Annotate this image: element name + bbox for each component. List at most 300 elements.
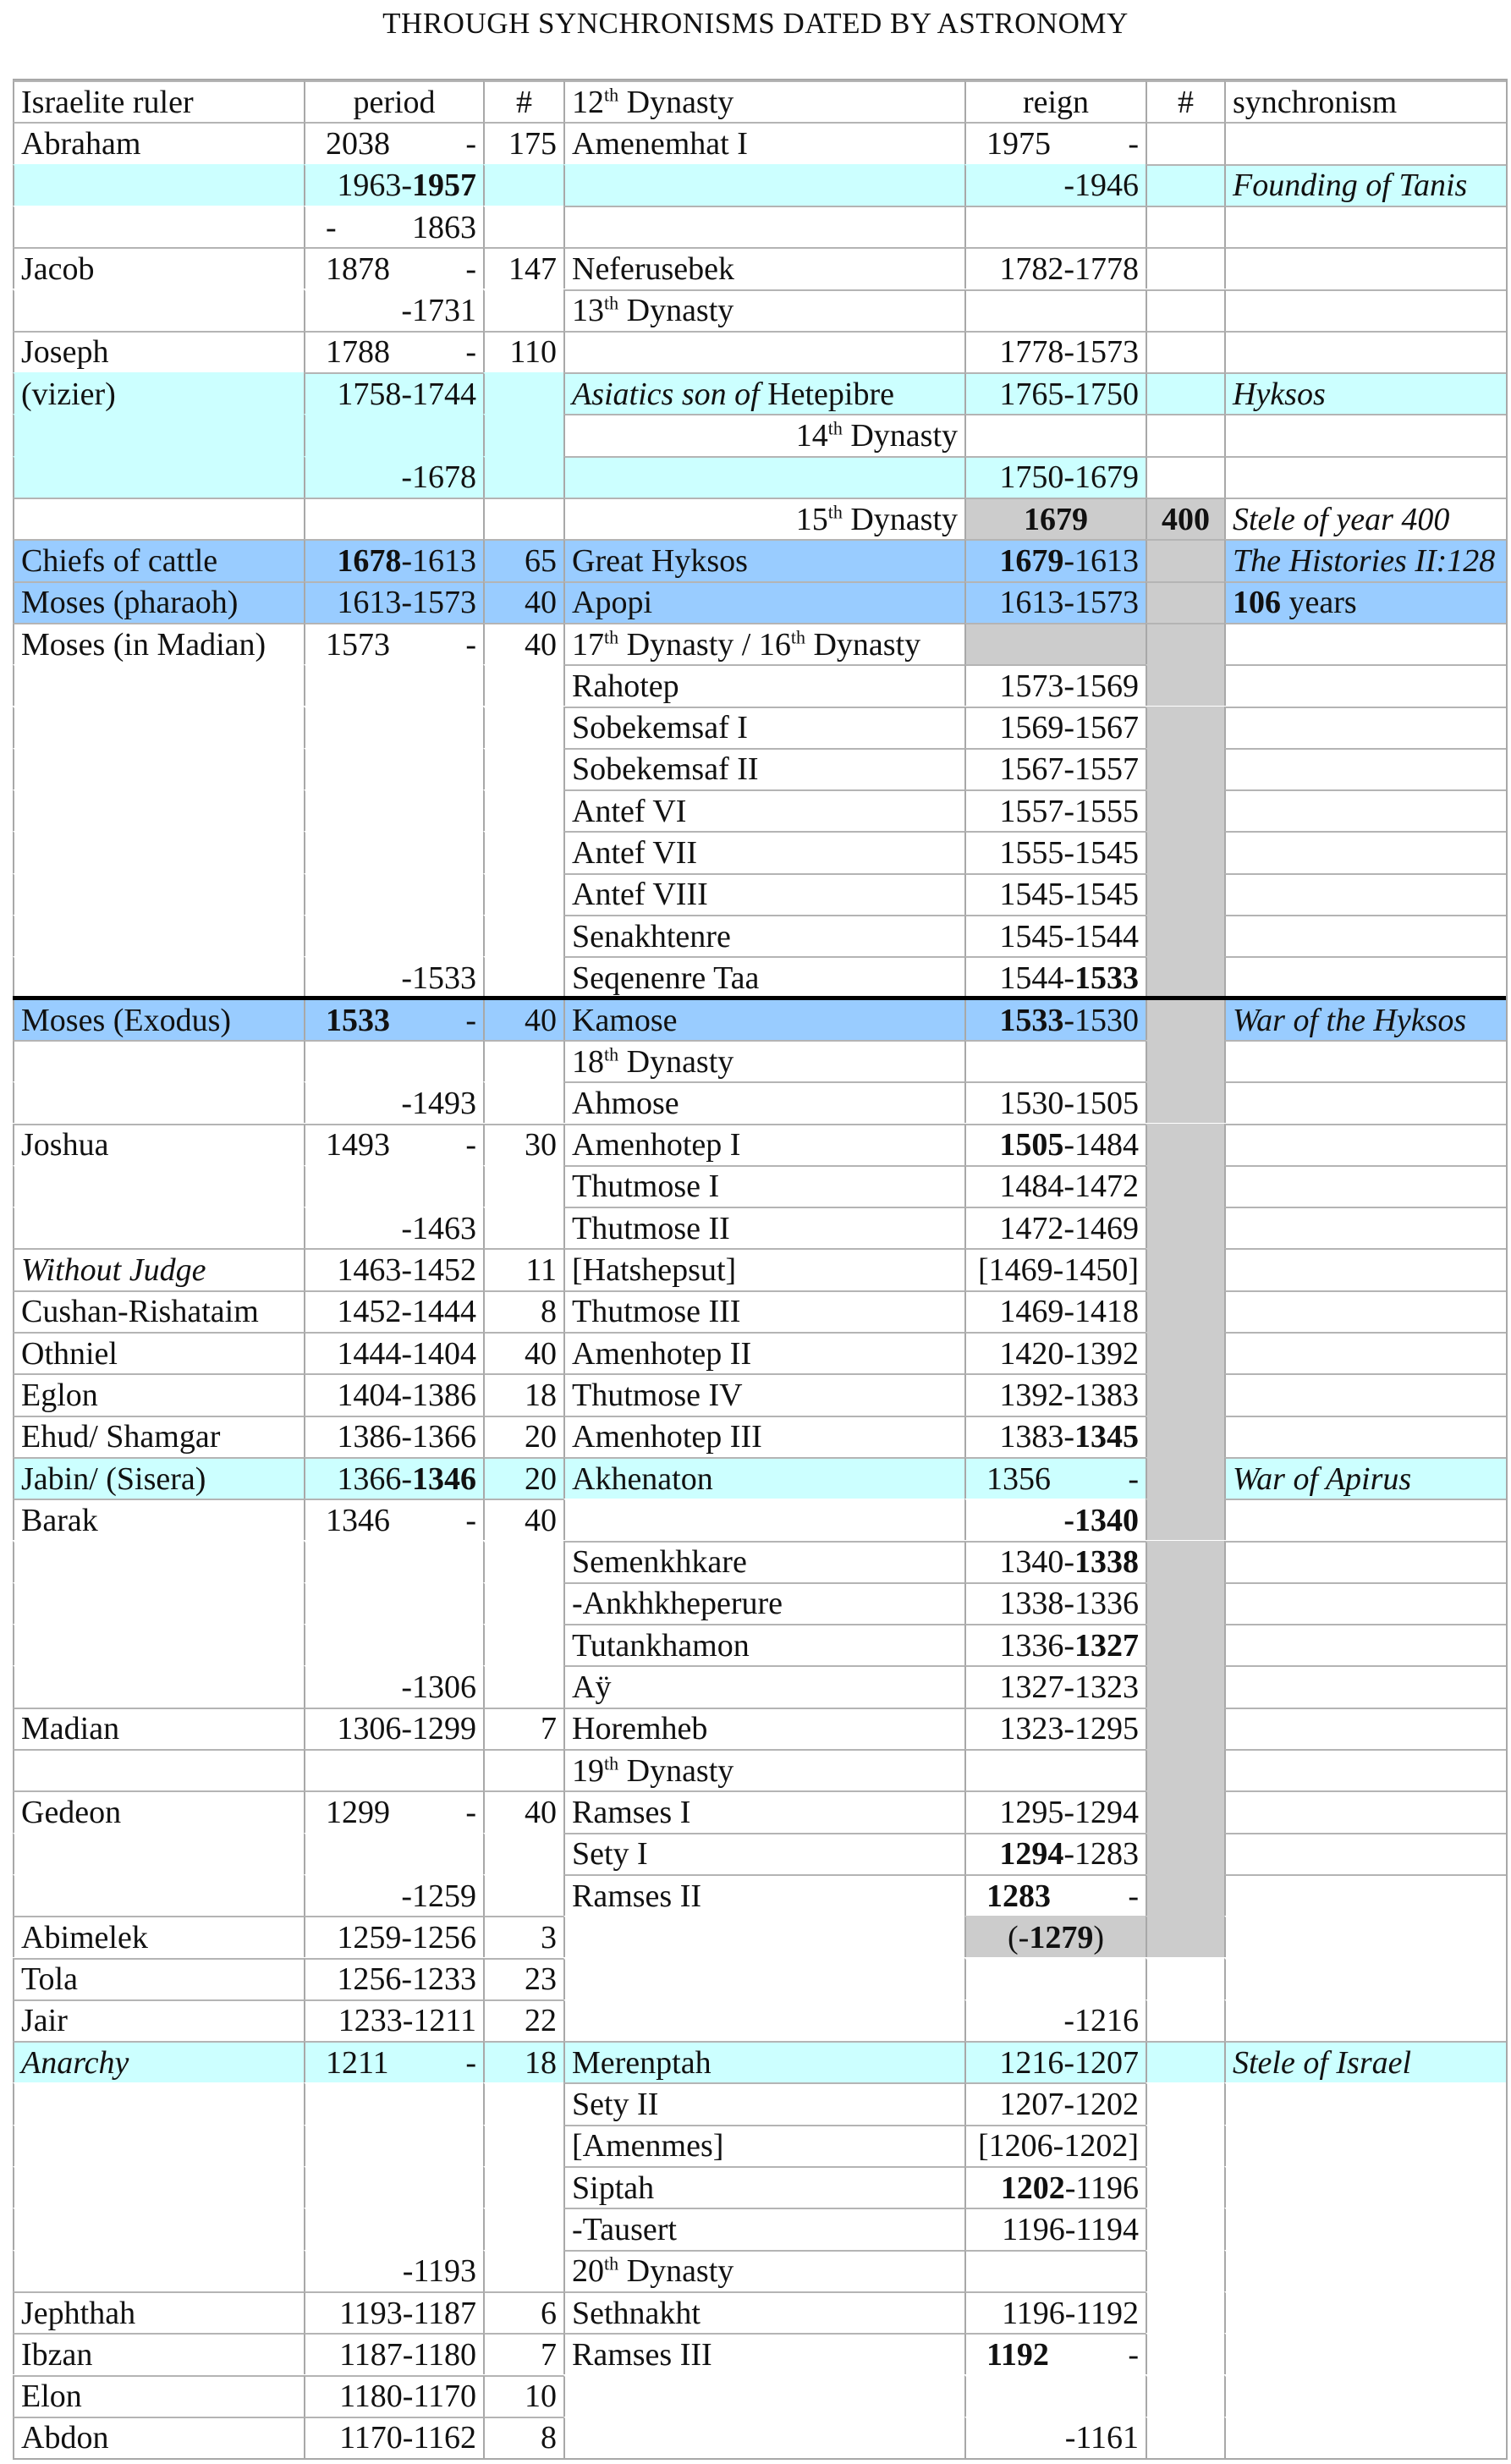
cell-period: [304, 2041, 483, 2082]
cell-period: [304, 1874, 483, 1916]
table-row: [13, 581, 1506, 623]
cell-reign: [964, 623, 1146, 664]
cell-dynasty-ruler: Amenhotep III: [563, 1416, 964, 1457]
cell-reign: 1216-1207: [964, 2041, 1146, 2082]
cell-content: [1023, 84, 1089, 121]
cell-ruler: Abdon: [13, 2417, 304, 2458]
cell-period: 1233-1211: [304, 1999, 483, 2041]
table-row: [13, 414, 1506, 455]
cell-text: Hyksos: [1233, 376, 1326, 412]
cell-synchronism: [1224, 1916, 1506, 1957]
cell-text: -1613: [1063, 542, 1139, 579]
cell-ruler: [13, 2082, 304, 2124]
table-row: [13, 1165, 1506, 1207]
cell-period: [304, 1541, 483, 1582]
cell-reign-years: [1146, 1916, 1224, 1957]
cell-years: [483, 2082, 563, 2124]
table-row: [13, 164, 1506, 206]
cell-years: [483, 1207, 563, 1248]
cell-ruler: [13, 498, 304, 539]
cell-ruler: [13, 1665, 304, 1707]
cell-years: [483, 2208, 563, 2249]
cell-reign: [964, 1916, 1146, 1957]
cell-dynasty-ruler: [Hatshepsut]: [563, 1248, 964, 1290]
cell-synchronism: [1224, 1958, 1506, 1999]
table-row: [13, 1708, 1506, 1749]
cell-reign-years: [1146, 1958, 1224, 1999]
cell-reign: [964, 1874, 1146, 1916]
cell-reign-years: [1146, 122, 1224, 163]
cell-text: War of Apirus: [1233, 1460, 1412, 1497]
cell-text: -1283: [1063, 1836, 1139, 1873]
cell-reign: [964, 2417, 1146, 2458]
cell-ruler: Jair: [13, 1999, 304, 2041]
cell-reign: [964, 1416, 1146, 1457]
cell-dynasty-ruler: Thutmose II: [563, 1207, 964, 1248]
cell-text: Dynasty: [618, 1752, 734, 1789]
cell-reign: 1778-1573: [964, 331, 1146, 372]
cell-reign: 1196-1192: [964, 2291, 1146, 2333]
cell-period: [304, 2125, 483, 2166]
table-row: [13, 789, 1506, 831]
cell-text: 1533: [1074, 960, 1139, 996]
cell-content: [337, 1460, 476, 1498]
cell-period: 1187-1180: [304, 2333, 483, 2374]
table-row: [13, 2291, 1506, 2333]
cell-ruler: [13, 1833, 304, 1874]
cell-reign: [964, 456, 1146, 498]
header-row: [13, 80, 1506, 122]
table-row: [13, 2250, 1506, 2291]
cell-years: 40: [483, 581, 563, 623]
cell-years: 8: [483, 1290, 563, 1332]
cell-reign-years: [1146, 1582, 1224, 1624]
cell-dynasty-ruler: [563, 1958, 964, 1999]
cell-years: 20: [483, 1416, 563, 1457]
cell-reign: 1545-1544: [964, 915, 1146, 956]
cell-period: [304, 206, 483, 247]
cell-content: [999, 1627, 1139, 1664]
cell-content: [21, 1251, 206, 1289]
cell-dynasty-ruler: Seqenenre Taa: [563, 956, 964, 998]
cell-reign-years: [1146, 1541, 1224, 1582]
cell-reign-years: [1146, 1665, 1224, 1707]
cell-years: [483, 831, 563, 872]
cell-reign-years: [1146, 2082, 1224, 2124]
cell-reign: [964, 1833, 1146, 1874]
cell-synchronism: [1224, 1248, 1506, 1290]
cell-text: 1533: [999, 1003, 1064, 1039]
header-years: [483, 80, 563, 122]
cell-ruler: Madian: [13, 1708, 304, 1749]
table-row: [13, 915, 1506, 956]
cell-content: [796, 417, 958, 454]
table-row: [13, 1290, 1506, 1332]
cell-period: [304, 707, 483, 748]
cell-reign-years: [1146, 1165, 1224, 1207]
cell-content: [1233, 501, 1449, 538]
cell-years: [483, 789, 563, 831]
cell-reign-years: [1146, 1999, 1224, 2041]
cell-reign: 1530-1505: [964, 1081, 1146, 1123]
cell-years: 20: [483, 1457, 563, 1499]
cell-text: -: [326, 209, 337, 245]
cell-text: 1679: [999, 542, 1064, 579]
cell-period: [304, 164, 483, 206]
cell-years: 23: [483, 1958, 563, 1999]
cell-years: 30: [483, 1124, 563, 1165]
cell-period: [304, 331, 483, 372]
cell-text: 1336-: [999, 1627, 1074, 1664]
cell-reign-years: [1146, 707, 1224, 748]
cell-text: -: [465, 2044, 476, 2081]
table-row: [13, 707, 1506, 748]
cell-text: Hetepibre: [767, 376, 894, 412]
cell-text: 1294: [999, 1836, 1064, 1873]
cell-content: [1233, 1460, 1411, 1498]
cell-synchronism: [1224, 1833, 1506, 1874]
table-row: [13, 1124, 1506, 1165]
cell-reign: [964, 1958, 1146, 1999]
cell-reign: 1484-1472: [964, 1165, 1146, 1207]
cell-dynasty-ruler: Sobekemsaf I: [563, 707, 964, 748]
table-row: [13, 956, 1506, 998]
cell-text: 1505: [999, 1127, 1064, 1163]
table-row: [13, 623, 1506, 664]
cell-reign: [964, 2250, 1146, 2291]
cell-reign-years: [1146, 748, 1224, 789]
cell-text: 1679: [1024, 501, 1088, 537]
cell-dynasty-ruler: Sobekemsaf II: [563, 748, 964, 789]
cell-text: 1346: [412, 1460, 476, 1497]
cell-text: 1356: [986, 1460, 1051, 1497]
cell-reign: [964, 2166, 1146, 2208]
cell-synchronism: [1224, 1416, 1506, 1457]
cell-reign-years: [1146, 1749, 1224, 1790]
cell-ruler: Jacob: [13, 247, 304, 289]
cell-ruler: [13, 2208, 304, 2249]
table-row: [13, 1373, 1506, 1415]
cell-dynasty-ruler: Merenptah: [563, 2041, 964, 2082]
cell-reign-years: [1146, 2375, 1224, 2417]
cell-synchronism: [1224, 1541, 1506, 1582]
cell-text: -1493: [401, 1085, 476, 1121]
cell-synchronism: [1224, 1000, 1506, 1042]
cell-synchronism: [1224, 1874, 1506, 1916]
cell-period: [304, 1665, 483, 1707]
cell-content: [572, 292, 734, 329]
cell-ruler: [13, 1081, 304, 1123]
cell-dynasty-ruler: -Tausert: [563, 2208, 964, 2249]
cell-content: [1233, 1002, 1466, 1039]
cell-ruler: [13, 1624, 304, 1665]
cell-reign: [1206-1202]: [964, 2125, 1146, 2166]
cell-text: -: [465, 1127, 476, 1163]
cell-ruler: [13, 372, 304, 414]
cell-period: [304, 2208, 483, 2249]
cell-period: 1444-1404: [304, 1332, 483, 1373]
cell-period: [304, 1749, 483, 1790]
cell-text: War of the Hyksos: [1233, 1003, 1467, 1039]
cell-text: th: [604, 292, 619, 314]
cell-years: [483, 664, 563, 706]
cell-reign: 1567-1557: [964, 748, 1146, 789]
cell-text: Stele of Israel: [1233, 2044, 1412, 2081]
cell-text: -1306: [401, 1669, 476, 1706]
cell-reign-years: [1146, 1790, 1224, 1832]
cell-text: 13: [572, 293, 604, 329]
cell-period: 1170-1162: [304, 2417, 483, 2458]
table-row: [13, 206, 1506, 247]
table-row: [13, 1541, 1506, 1582]
cell-dynasty-ruler: [563, 206, 964, 247]
cell-dynasty-ruler: Amenhotep I: [563, 1124, 964, 1165]
cell-reign: 1613-1573: [964, 581, 1146, 623]
cell-period: [304, 122, 483, 163]
cell-reign-years: [1146, 1499, 1224, 1540]
cell-period: [304, 498, 483, 539]
cell-ruler: [13, 789, 304, 831]
cell-ruler: Elon: [13, 2375, 304, 2417]
cell-reign: [964, 206, 1146, 247]
cell-synchronism: [1224, 748, 1506, 789]
cell-synchronism: [1224, 1040, 1506, 1081]
cell-years: [483, 707, 563, 748]
cell-text: 1192: [986, 2336, 1049, 2373]
cell-ruler: [13, 956, 304, 998]
cell-years: [483, 1624, 563, 1665]
cell-ruler: [13, 915, 304, 956]
table-row: [13, 2125, 1506, 2166]
table-row: [13, 2041, 1506, 2082]
table-row: [13, 1958, 1506, 1999]
cell-dynasty-ruler: [563, 331, 964, 372]
cell-content: [999, 960, 1139, 997]
cell-period: 1306-1299: [304, 1708, 483, 1749]
cell-dynasty-ruler: [563, 414, 964, 455]
cell-years: [483, 748, 563, 789]
cell-period: [304, 1124, 483, 1165]
cell-period: [304, 748, 483, 789]
cell-ruler: [13, 164, 304, 206]
cell-text: -1463: [401, 1210, 476, 1246]
header-reign-years: [1146, 80, 1224, 122]
cell-content: [999, 1126, 1139, 1163]
cell-ruler: [13, 206, 304, 247]
cell-dynasty-ruler: [563, 1499, 964, 1540]
cell-ruler: Joseph: [13, 331, 304, 372]
cell-text: -1533: [401, 960, 476, 996]
cell-period: [304, 539, 483, 580]
cell-reign-years: [1146, 831, 1224, 872]
table-row: [13, 1416, 1506, 1457]
cell-dynasty-ruler: Antef VII: [563, 831, 964, 872]
cell-ruler: Tola: [13, 1958, 304, 1999]
cell-synchronism: [1224, 1081, 1506, 1123]
cell-text: 1338: [1074, 1544, 1139, 1581]
cell-period: 1463-1452: [304, 1248, 483, 1290]
cell-text: -: [1128, 2336, 1139, 2373]
cell-content: [999, 542, 1139, 580]
cell-text: 1863: [412, 209, 476, 245]
cell-text: 1678: [337, 542, 402, 579]
cell-reign: 1295-1294: [964, 1790, 1146, 1832]
cell-text: -: [1128, 1878, 1139, 1914]
table-row: [13, 1499, 1506, 1540]
cell-content: [401, 960, 476, 997]
cell-content: [353, 84, 435, 121]
cell-text: 1366-: [337, 1460, 412, 1497]
table-row: [13, 1040, 1506, 1081]
cell-synchronism: [1224, 831, 1506, 872]
cell-years: [483, 206, 563, 247]
cell-years: [483, 873, 563, 915]
cell-content: [1233, 584, 1357, 621]
cell-reign: 1545-1545: [964, 873, 1146, 915]
cell-reign-years: [1146, 581, 1224, 623]
table-row: [13, 456, 1506, 498]
cell-synchronism: [1224, 873, 1506, 915]
cell-dynasty-ruler: [563, 1916, 964, 1957]
cell-period: [304, 1207, 483, 1248]
cell-synchronism: [1224, 372, 1506, 414]
cell-content: [572, 1043, 734, 1081]
cell-reign-years: [1146, 1332, 1224, 1373]
table-row: [13, 1582, 1506, 1624]
cell-ruler: Cushan-Rishataim: [13, 1290, 304, 1332]
table-row: [13, 122, 1506, 163]
cell-reign: 1323-1295: [964, 1708, 1146, 1749]
cell-dynasty-ruler: Tutankhamon: [563, 1624, 964, 1665]
cell-content: [337, 167, 476, 204]
cell-ruler: [13, 414, 304, 455]
cell-years: [483, 1665, 563, 1707]
cell-years: [483, 956, 563, 998]
cell-text: Dynasty: [805, 626, 921, 663]
cell-reign-years: [1146, 1248, 1224, 1290]
cell-dynasty-ruler: [563, 164, 964, 206]
cell-reign-years: [1146, 1290, 1224, 1332]
cell-reign-years: [1146, 873, 1224, 915]
cell-reign-years: [1146, 372, 1224, 414]
cell-period: [304, 2082, 483, 2124]
cell-reign: [964, 498, 1146, 539]
cell-reign-years: [1146, 1833, 1224, 1874]
cell-ruler: Joshua: [13, 1124, 304, 1165]
cell-period: [304, 1000, 483, 1042]
document-title: THROUGH SYNCHRONISMS DATED BY ASTRONOMY: [382, 7, 1129, 40]
cell-years: 110: [483, 331, 563, 372]
cell-text: th: [790, 625, 805, 647]
cell-ruler: Ehud/ Shamgar: [13, 1416, 304, 1457]
cell-content: [999, 1418, 1139, 1455]
table-row: [13, 873, 1506, 915]
cell-synchronism: [1224, 1499, 1506, 1540]
cell-text: -: [465, 1502, 476, 1538]
cell-ruler: [13, 664, 304, 706]
cell-ruler: [13, 456, 304, 498]
cell-ruler: [13, 2041, 304, 2082]
cell-period: [304, 2250, 483, 2291]
cell-ruler: [13, 1165, 304, 1207]
cell-period: [304, 1624, 483, 1665]
table-row: [13, 2208, 1506, 2249]
cell-content: [1001, 2170, 1139, 2207]
table-row: [13, 1332, 1506, 1373]
cell-period: 1613-1573: [304, 581, 483, 623]
cell-reign: [964, 2375, 1146, 2417]
cell-ruler: [13, 1541, 304, 1582]
cell-dynasty-ruler: Ramses I: [563, 1790, 964, 1832]
cell-synchronism: [1224, 2166, 1506, 2208]
table-row: [13, 664, 1506, 706]
cell-ruler: [13, 2250, 304, 2291]
cell-content: [21, 2044, 129, 2082]
cell-dynasty-ruler: Great Hyksos: [563, 539, 964, 580]
cell-reign-years: [1146, 1708, 1224, 1749]
cell-ruler: [13, 2125, 304, 2166]
cell-period: 1193-1187: [304, 2291, 483, 2333]
cell-years: 40: [483, 1332, 563, 1373]
cell-content: [796, 501, 958, 538]
cell-reign: 1765-1750: [964, 372, 1146, 414]
cell-synchronism: [1224, 2250, 1506, 2291]
cell-synchronism: [1224, 414, 1506, 455]
cell-content: [1063, 1502, 1139, 1539]
cell-dynasty-ruler: [563, 1749, 964, 1790]
cell-dynasty-ruler: Sety II: [563, 2082, 964, 2124]
cell-period: 1180-1170: [304, 2375, 483, 2417]
cell-text: 1544-: [999, 960, 1074, 996]
cell-content: [1162, 501, 1210, 538]
table-row: [13, 1749, 1506, 1790]
cell-years: [483, 456, 563, 498]
cell-dynasty-ruler: [Amenmes]: [563, 2125, 964, 2166]
cell-dynasty-ruler: [563, 289, 964, 331]
cell-synchronism: [1224, 1708, 1506, 1749]
cell-dynasty-ruler: Amenhotep II: [563, 1332, 964, 1373]
cell-synchronism: [1224, 1124, 1506, 1165]
cell-period: [304, 873, 483, 915]
cell-synchronism: [1224, 1207, 1506, 1248]
cell-reign-years: [1146, 2333, 1224, 2374]
cell-reign: [964, 1457, 1146, 1499]
cell-years: [483, 372, 563, 414]
cell-text: -: [465, 125, 476, 162]
cell-synchronism: [1224, 707, 1506, 748]
cell-years: 11: [483, 1248, 563, 1290]
cell-content: [572, 376, 894, 413]
cell-text: -1613: [401, 542, 476, 579]
cell-content: [1233, 2044, 1411, 2082]
cell-reign-years: [1146, 2208, 1224, 2249]
cell-period: [304, 247, 483, 289]
cell-reign-years: [1146, 498, 1224, 539]
cell-text: -1678: [401, 459, 476, 496]
cell-dynasty-ruler: [563, 623, 964, 664]
cell-dynasty-ruler: Antef VIII: [563, 873, 964, 915]
cell-period: [304, 1833, 483, 1874]
cell-content: [403, 2252, 476, 2290]
cell-reign-years: [1146, 915, 1224, 956]
cell-content: [572, 626, 920, 663]
cell-synchronism: [1224, 1582, 1506, 1624]
cell-years: [483, 1749, 563, 1790]
cell-reign: 1338-1336: [964, 1582, 1146, 1624]
cell-years: 18: [483, 1373, 563, 1415]
cell-reign-years: [1146, 2250, 1224, 2291]
cell-ruler: Abimelek: [13, 1916, 304, 1957]
